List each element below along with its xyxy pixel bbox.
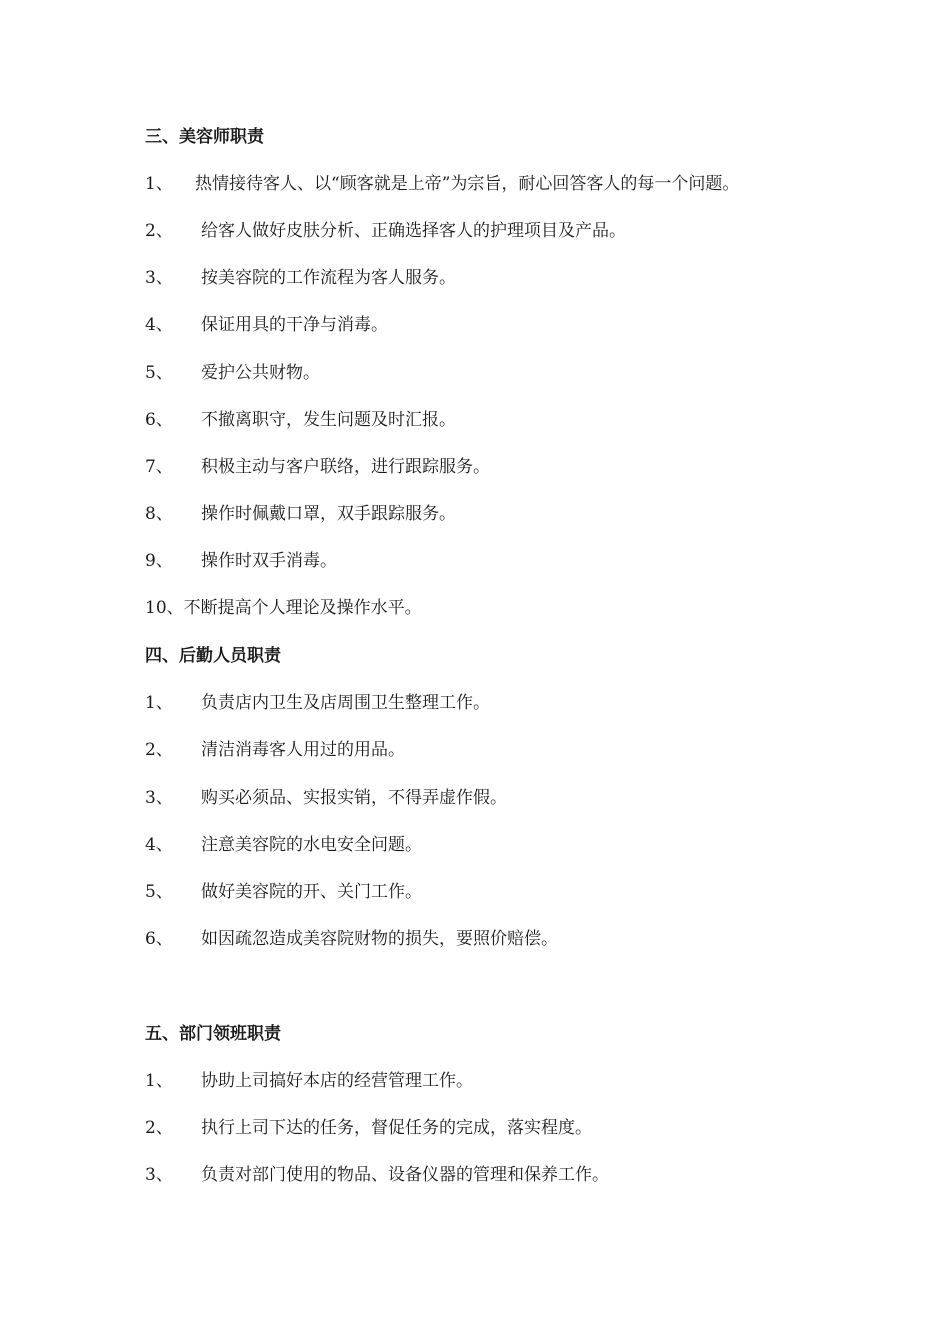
- item-number: 4、: [145, 835, 173, 855]
- item-text: 给客人做好皮肤分析、正确选择客人的护理项目及产品。: [201, 221, 626, 241]
- item-text: 购买必须品、实报实销，不得弄虚作假。: [201, 788, 507, 808]
- list-item: [145, 173, 739, 195]
- list-item: [145, 597, 422, 619]
- item-text: 不撤离职守，发生问题及时汇报。: [201, 410, 456, 430]
- list-item: [145, 1164, 609, 1186]
- item-text: 协助上司搞好本店的经营管理工作。: [201, 1071, 473, 1091]
- item-text: 执行上司下达的任务，督促任务的完成，落实程度。: [201, 1118, 592, 1138]
- list-item: [145, 503, 456, 525]
- item-text: 不断提高个人理论及操作水平。: [183, 598, 422, 618]
- item-number: 3、: [145, 788, 173, 808]
- list-item: [145, 362, 320, 384]
- item-text: 如因疏忽造成美容院财物的损失，要照价赔偿。: [201, 929, 558, 949]
- list-item: [145, 928, 558, 950]
- item-number: 1、: [145, 1071, 173, 1091]
- section-title: 三、美容师职责: [145, 127, 264, 147]
- item-text: 保证用具的干净与消毒。: [201, 315, 388, 335]
- item-number: 6、: [145, 410, 173, 430]
- item-text: 做好美容院的开、关门工作。: [201, 882, 422, 902]
- section-title: 四、后勤人员职责: [145, 646, 281, 666]
- section-title: 五、部门领班职责: [145, 1024, 281, 1044]
- list-item: [145, 314, 388, 336]
- list-item: [145, 550, 337, 572]
- item-number: 1、: [145, 693, 173, 713]
- list-item: [145, 267, 456, 289]
- item-number: 5、: [145, 363, 173, 383]
- item-text: 清洁消毒客人用过的用品。: [201, 740, 405, 760]
- list-item: [145, 456, 490, 478]
- item-number: 2、: [145, 740, 173, 760]
- item-number: 7、: [145, 457, 173, 477]
- item-number: 1、: [145, 174, 173, 194]
- item-number: 3、: [145, 268, 173, 288]
- item-number: 3、: [145, 1165, 173, 1185]
- list-item: [145, 787, 507, 809]
- list-item: [145, 834, 422, 856]
- list-item: [145, 409, 456, 431]
- list-item: [145, 1070, 473, 1092]
- list-item: [145, 881, 422, 903]
- item-number: 6、: [145, 929, 173, 949]
- list-item: [145, 739, 405, 761]
- item-number: 9、: [145, 551, 173, 571]
- list-item: [145, 692, 490, 714]
- item-text: 爱护公共财物。: [201, 363, 320, 383]
- item-text: 注意美容院的水电安全问题。: [201, 835, 422, 855]
- item-text: 负责对部门使用的物品、设备仪器的管理和保养工作。: [201, 1165, 609, 1185]
- item-text: 热情接待客人、以“顾客就是上帝”为宗旨，耐心回答客人的每一个问题。: [195, 174, 740, 194]
- item-number: 5、: [145, 882, 173, 902]
- list-item: [145, 1117, 592, 1139]
- item-text: 积极主动与客户联络，进行跟踪服务。: [201, 457, 490, 477]
- list-item: [145, 220, 626, 242]
- item-number: 10、: [145, 598, 184, 618]
- item-number: 2、: [145, 221, 173, 241]
- item-text: 操作时双手消毒。: [201, 551, 337, 571]
- item-number: 2、: [145, 1118, 173, 1138]
- item-text: 操作时佩戴口罩，双手跟踪服务。: [201, 504, 456, 524]
- item-number: 4、: [145, 315, 173, 335]
- item-text: 按美容院的工作流程为客人服务。: [201, 268, 456, 288]
- item-text: 负责店内卫生及店周围卫生整理工作。: [201, 693, 490, 713]
- item-number: 8、: [145, 504, 173, 524]
